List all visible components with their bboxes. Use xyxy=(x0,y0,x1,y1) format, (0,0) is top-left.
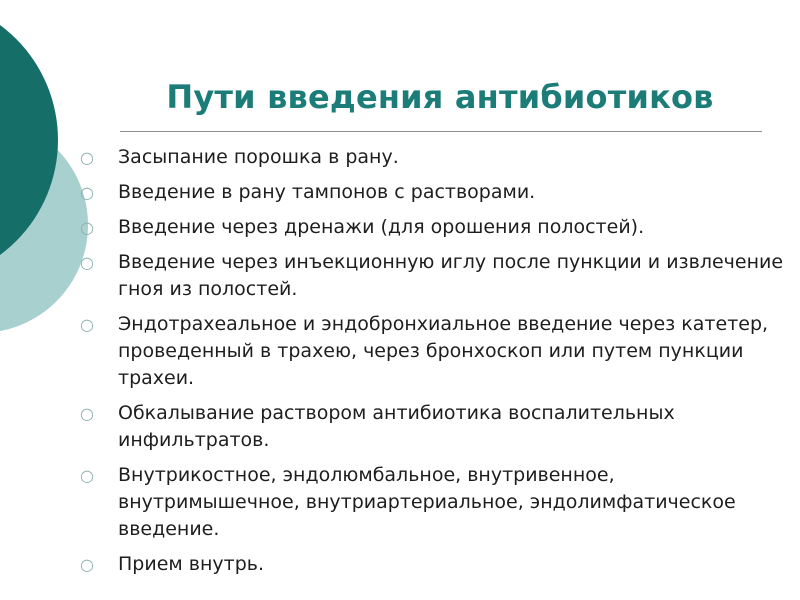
list-item xyxy=(78,462,798,543)
circle-bullet-icon: ○ xyxy=(80,404,94,423)
bullet-text: Обкалывание раствором антибиотика воспалительных инфильтратов. xyxy=(118,402,675,451)
circle-bullet-icon: ○ xyxy=(80,315,94,334)
list-item xyxy=(78,179,798,206)
circle-bullet-icon: ○ xyxy=(80,466,94,485)
list-item xyxy=(78,400,798,454)
bullet-text: Введение через инъекционную иглу после пункции и извлечение гноя из полостей. xyxy=(118,251,784,300)
bullet-text: Прием внутрь. xyxy=(118,553,264,575)
list-item xyxy=(78,551,798,578)
bullet-text: Внутрикостное, эндолюмбальное, внутривенное, внутримышечное, внутриартериальное, эндолимфатическое введение. xyxy=(118,464,736,540)
bullet-text: Засыпание порошка в рану. xyxy=(118,146,399,168)
circle-bullet-icon: ○ xyxy=(80,253,94,272)
list-item xyxy=(78,249,798,303)
bullet-text: Введение в рану тампонов с растворами. xyxy=(118,181,536,203)
bullet-list xyxy=(78,144,798,586)
bullet-text: Эндотрахеальное и эндобронхиальное введение через катетер, проведенный в трахею, через бронхоскоп или путем пункции трахеи. xyxy=(118,313,769,389)
circle-bullet-icon: ○ xyxy=(80,555,94,574)
title-divider xyxy=(120,131,762,132)
list-item xyxy=(78,144,798,171)
circle-bullet-icon: ○ xyxy=(80,218,94,237)
circle-bullet-icon: ○ xyxy=(80,183,94,202)
list-item xyxy=(78,311,798,392)
bullet-text: Введение через дренажи (для орошения полостей). xyxy=(118,216,645,238)
circle-bullet-icon: ○ xyxy=(80,148,94,167)
slide-title: Пути введения антибиотиков xyxy=(166,78,714,116)
list-item xyxy=(78,214,798,241)
